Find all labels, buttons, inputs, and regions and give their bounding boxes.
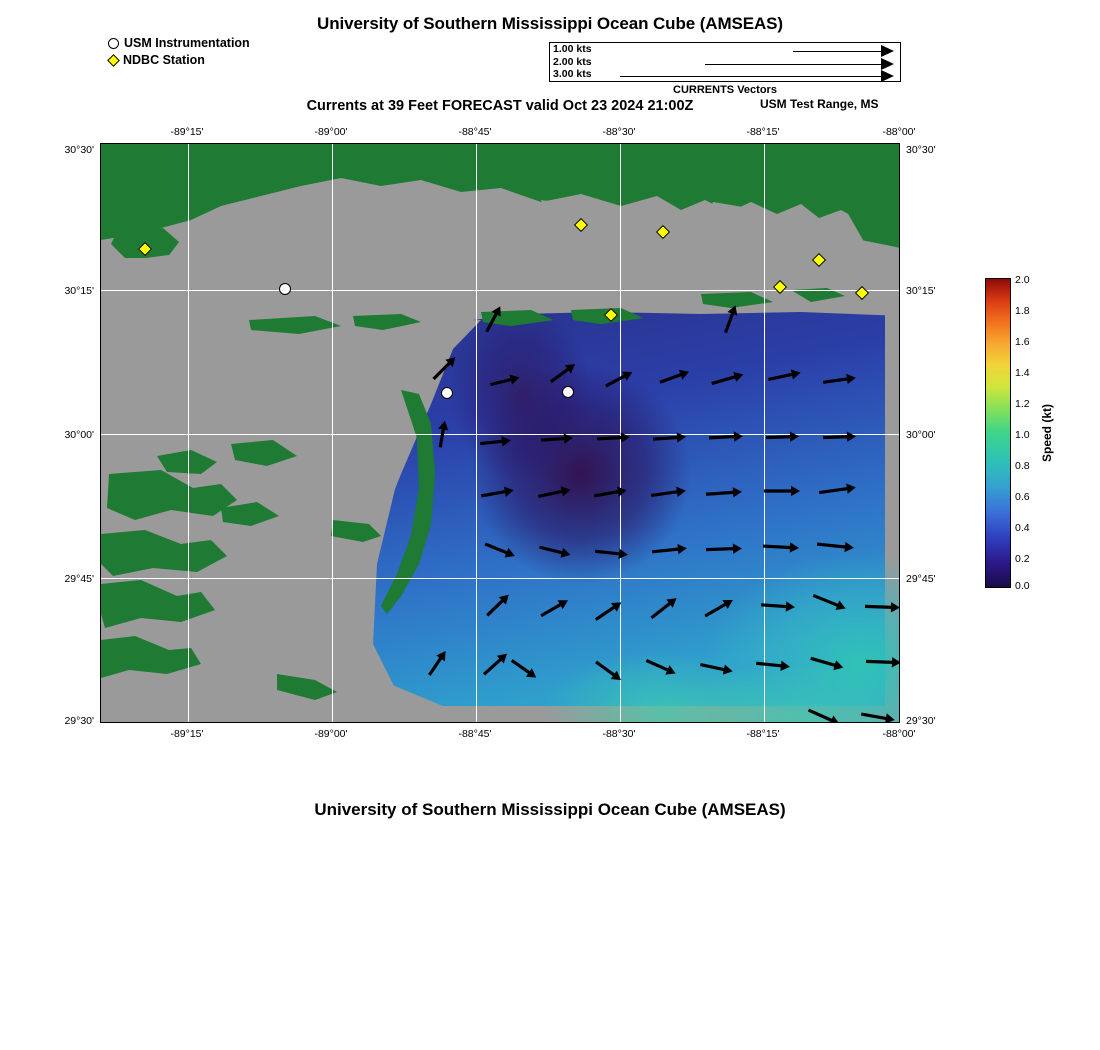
current-vector-arrow: [602, 366, 635, 392]
current-vector-arrow: [647, 593, 681, 624]
lat-tick-left-1: 30°15': [64, 285, 94, 297]
lat-tick-left-2: 30°00': [64, 429, 94, 441]
current-vector-arrow: [706, 541, 742, 556]
lat-tick-left-0: 30°30': [64, 144, 94, 156]
colorbar-tick-4: 1.2: [1015, 398, 1030, 410]
map-canvas[interactable]: [100, 143, 900, 723]
ndbc-station-marker[interactable]: [656, 225, 670, 239]
colorbar-gradient: [985, 278, 1011, 588]
current-vector-arrow: [479, 433, 511, 450]
current-vector-arrow: [864, 599, 899, 614]
colorbar-tick-1: 1.8: [1015, 305, 1030, 317]
current-vector-arrow: [536, 483, 571, 504]
current-vector-arrow: [718, 303, 741, 335]
current-vector-arrow: [593, 483, 628, 503]
usm-instrumentation-marker[interactable]: [441, 387, 453, 399]
current-vector-arrow: [541, 431, 574, 447]
current-vector-arrow: [809, 652, 846, 675]
colorbar-tick-8: 0.4: [1015, 522, 1030, 534]
lat-tick-right-1: 30°15': [906, 285, 936, 297]
current-vector-arrow: [480, 303, 506, 335]
current-vector-arrow: [764, 484, 800, 498]
vector-shaft-1: [793, 51, 881, 52]
vector-scale-row-3: [550, 69, 900, 82]
symbol-legend: [108, 36, 250, 70]
footer-title: University of Southern Mississippi Ocean Cube (AMSEAS): [314, 800, 786, 819]
lon-tick-bottom-1: -89°00': [314, 728, 348, 740]
chart-subtitle: Currents at 39 Feet FORECAST valid Oct 23 2024 21:00Z: [306, 98, 694, 114]
current-vector-arrow: [480, 483, 515, 503]
current-vector-arrow: [591, 597, 625, 626]
current-vector-arrow: [651, 541, 687, 559]
colorbar-tick-5: 1.0: [1015, 429, 1030, 441]
vector-shaft-3: [620, 76, 881, 77]
vector-scale-label-3: 3.00 kts: [553, 68, 592, 80]
current-vector-arrow: [433, 419, 451, 448]
current-vector-arrow: [816, 537, 854, 555]
current-vector-arrow: [860, 707, 896, 723]
vector-head-1: [881, 45, 894, 57]
current-vector-arrow: [591, 656, 624, 686]
usm-instrumentation-marker[interactable]: [279, 283, 291, 295]
legend-item-usm: [108, 36, 250, 51]
current-vector-arrow: [766, 366, 801, 387]
colorbar-tick-0: 2.0: [1015, 274, 1030, 286]
vector-legend-caption: CURRENTS Vectors: [673, 84, 777, 96]
current-vector-arrow: [489, 371, 521, 392]
vector-shaft-2: [705, 64, 881, 65]
vector-scale-legend: [549, 42, 901, 82]
current-vector-arrow: [706, 485, 743, 501]
current-vector-arrow: [822, 429, 855, 444]
current-vector-arrow: [547, 359, 579, 388]
current-vector-arrow: [596, 430, 630, 446]
current-vector-arrow: [652, 430, 686, 446]
lat-tick-right-2: 30°00': [906, 429, 936, 441]
current-vector-arrow: [709, 368, 745, 391]
current-vector-arrow: [650, 484, 687, 503]
ndbc-station-marker[interactable]: [604, 308, 618, 322]
circle-marker-icon: [108, 38, 119, 49]
current-vector-arrow: [810, 589, 848, 615]
current-vector-arrow: [865, 654, 900, 669]
ndbc-station-marker[interactable]: [812, 253, 826, 267]
current-vector-arrow: [423, 647, 451, 679]
lat-tick-right-4: 29°30': [906, 715, 936, 727]
colorbar-tick-10: 0.0: [1015, 580, 1030, 592]
lon-tick-bottom-4: -88°15': [746, 728, 780, 740]
lat-tick-right-3: 29°45': [906, 573, 936, 585]
current-vector-arrow: [702, 594, 737, 622]
vector-scale-label-1: 1.00 kts: [553, 43, 592, 55]
colorbar-tick-6: 0.8: [1015, 460, 1030, 472]
legend-label-ndbc: NDBC Station: [123, 53, 205, 68]
lon-tick-top-0: -89°15': [170, 126, 204, 138]
current-vector-arrow: [482, 590, 513, 621]
current-vector-arrow: [644, 654, 679, 680]
lon-tick-bottom-2: -88°45': [458, 728, 492, 740]
colorbar-tick-9: 0.2: [1015, 553, 1030, 565]
current-vector-arrow: [483, 538, 518, 563]
current-vector-arrow: [761, 598, 796, 614]
vector-scale-label-2: 2.00 kts: [553, 56, 592, 68]
legend-item-ndbc: [108, 53, 250, 68]
lon-tick-bottom-0: -89°15': [170, 728, 204, 740]
current-vector-arrow: [657, 365, 691, 389]
lat-tick-left-4: 29°30': [64, 715, 94, 727]
current-vector-arrow: [806, 704, 843, 723]
colorbar-title: Speed (kt): [1040, 403, 1054, 463]
lon-tick-top-5: -88°00': [882, 126, 916, 138]
ndbc-station-marker[interactable]: [855, 286, 869, 300]
page-title: University of Southern Mississippi Ocean Cube (AMSEAS): [317, 14, 783, 33]
diamond-marker-icon: [107, 54, 120, 67]
lon-tick-top-1: -89°00': [314, 126, 348, 138]
current-vector-arrow: [508, 655, 541, 684]
lon-tick-top-2: -88°45': [458, 126, 492, 138]
usm-instrumentation-marker[interactable]: [562, 386, 574, 398]
ndbc-station-marker[interactable]: [574, 218, 588, 232]
lon-tick-bottom-5: -88°00': [882, 728, 916, 740]
ndbc-station-marker[interactable]: [138, 242, 152, 256]
colorbar-tick-7: 0.6: [1015, 491, 1030, 503]
current-vector-arrow: [765, 429, 798, 444]
current-vector-arrow: [709, 429, 744, 445]
current-vector-arrow: [594, 544, 628, 561]
lon-tick-top-4: -88°15': [746, 126, 780, 138]
lat-tick-right-0: 30°30': [906, 144, 936, 156]
current-vector-arrow: [698, 658, 733, 679]
current-vector-arrow: [822, 371, 857, 389]
lon-tick-top-3: -88°30': [602, 126, 636, 138]
ndbc-station-marker[interactable]: [773, 280, 787, 294]
map-overlay: [101, 144, 899, 722]
current-vector-arrow: [763, 539, 800, 555]
current-vector-arrow: [818, 480, 857, 499]
vector-scale-row-1: [550, 44, 900, 57]
current-vector-arrow: [428, 352, 460, 384]
current-vector-arrow: [538, 540, 572, 561]
current-vector-arrow: [755, 656, 790, 673]
range-label: USM Test Range, MS: [760, 97, 879, 111]
legend-label-usm: USM Instrumentation: [124, 36, 250, 51]
current-vector-arrow: [479, 648, 511, 679]
lat-tick-left-3: 29°45': [64, 573, 94, 585]
vector-head-3: [881, 70, 894, 82]
current-vector-arrow: [537, 594, 571, 622]
colorbar-tick-3: 1.4: [1015, 367, 1030, 379]
lon-tick-bottom-3: -88°30': [602, 728, 636, 740]
colorbar-tick-2: 1.6: [1015, 336, 1030, 348]
